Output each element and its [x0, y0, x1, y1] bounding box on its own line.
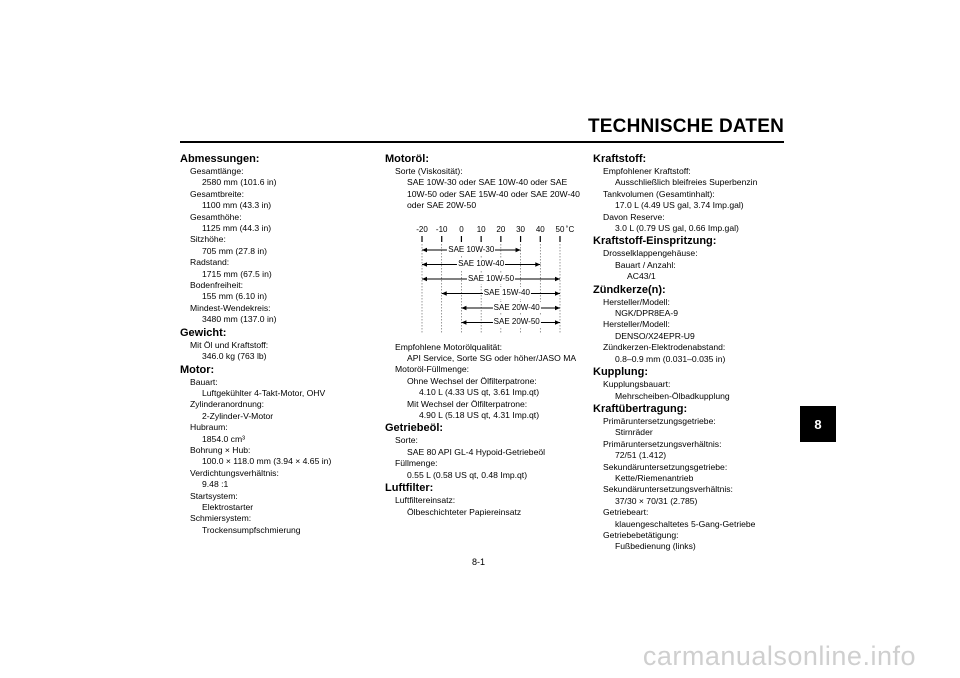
spec-value: 100.0 × 118.0 mm (3.94 × 4.65 in): [202, 456, 332, 467]
spec-value: 1854.0 cm³: [202, 433, 245, 444]
spec-label: Zündkerzen-Elektrodenabstand:: [603, 342, 726, 353]
section-heading-luftfilter: Luftfilter:: [385, 482, 434, 495]
section-heading-getriebeoel: Getriebeöl:: [385, 422, 444, 435]
spec-label: Gesamtbreite:: [190, 188, 244, 199]
spec-label: Schmiersystem:: [190, 513, 252, 524]
spec-label: Bauart / Anzahl:: [615, 259, 676, 270]
section-heading-motoroel: Motoröl:: [385, 153, 429, 165]
spec-label: Startsystem:: [190, 490, 238, 501]
band-label: SAE 10W-50: [467, 273, 515, 283]
spec-label: Mit Wechsel der Ölfilterpatrone:: [407, 398, 528, 409]
section-heading-gewicht: Gewicht:: [180, 326, 227, 339]
spec-label: Getriebeart:: [603, 507, 649, 518]
section-heading-kraftuebertragung: Kraftübertragung:: [593, 402, 688, 415]
band-label: SAE 20W-50: [493, 317, 540, 327]
spec-label: Empfohlene Motorölqualität:: [395, 341, 503, 352]
spec-value: AC43/1: [627, 271, 656, 282]
spec-value: klauengeschaltetes 5-Gang-Getriebe: [615, 518, 756, 529]
band-arrowhead: [422, 262, 427, 266]
spec-label: Hersteller/Modell:: [603, 319, 670, 330]
spec-label: Tankvolumen (Gesamtinhalt):: [603, 188, 715, 199]
spec-value: 17.0 L (4.49 US gal, 3.74 Imp.gal): [615, 200, 744, 211]
section-heading-kraftstoff: Kraftstoff:: [593, 153, 647, 165]
spec-value: 37/30 × 70/31 (2.785): [615, 495, 698, 506]
spec-value: Trockensumpfschmierung: [202, 524, 301, 535]
watermark: carmanualsonline.info: [642, 641, 916, 671]
spec-value: 3.0 L (0.79 US gal, 0.66 Imp.gal): [615, 223, 739, 234]
spec-label: Hubraum:: [190, 422, 228, 433]
zuendkerze-list: [593, 297, 788, 365]
spec-value: NGK/DPR8EA-9: [615, 308, 679, 319]
section-heading-motor: Motor:: [180, 363, 215, 376]
spec-label: Mindest-Wendekreis:: [190, 302, 271, 313]
x-tick-label: 0: [459, 224, 464, 234]
spec-value: SAE 10W-30 oder SAE 10W-40 oder SAE 10W-50 oder SAE 15W-40 oder SAE 20W-40 oder SAE 20W-50: [407, 177, 580, 211]
spec-label: Kupplungsbauart:: [603, 379, 671, 390]
spec-label: Verdichtungsverhältnis:: [190, 467, 279, 478]
spec-value: API Service, Sorte SG oder höher/JASO MA: [407, 353, 577, 364]
kraftuebertragung-list: [593, 416, 788, 553]
spec-label: Mit Öl und Kraftstoff:: [190, 339, 269, 350]
spec-value: 1100 mm (43.3 in): [202, 200, 272, 211]
spec-value: Ausschließlich bleifreies Superbenzin: [615, 177, 758, 188]
spec-value: 0.55 L (0.58 US qt, 0.48 Imp.qt): [407, 469, 528, 480]
band-label: SAE 20W-40: [493, 302, 540, 312]
luftfilter-list: [385, 495, 585, 518]
title-rule: [180, 141, 784, 143]
band-label: SAE 15W-40: [483, 288, 530, 298]
band-arrowhead: [516, 247, 521, 251]
spec-label: Sekundäruntersetzungsverhältnis:: [603, 484, 733, 495]
spec-value: DENSO/X24EPR-U9: [615, 330, 695, 341]
spec-value: Kette/Riemenantrieb: [615, 472, 694, 483]
oil-viscosity-chart: [410, 224, 590, 336]
spec-label: Sorte:: [395, 435, 418, 446]
spec-label: Gesamthöhe:: [190, 211, 242, 222]
spec-value: 4.10 L (4.33 US qt, 3.61 Imp.qt): [419, 387, 540, 398]
spec-value: 1125 mm (44.3 in): [202, 223, 272, 234]
spec-value: Fußbedienung (links): [615, 541, 696, 552]
x-tick-label: 10: [476, 224, 486, 234]
spec-label: Zylinderanordnung:: [190, 399, 265, 410]
column-1: [180, 152, 365, 536]
spec-value: 72/51 (1.412): [615, 450, 667, 461]
spec-value: Mehrscheiben-Ölbadkupplung: [615, 390, 730, 401]
spec-value: 0.8–0.9 mm (0.031–0.035 in): [615, 353, 726, 364]
spec-label: Bohrung × Hub:: [190, 444, 251, 455]
band-label: SAE 10W-40: [458, 259, 505, 269]
abmessungen-list: [180, 166, 365, 326]
section-heading-zuendkerze: Zündkerze(n):: [593, 283, 666, 296]
spec-value: 1715 mm (67.5 in): [202, 268, 272, 279]
spec-label: Drosselklappengehäuse:: [603, 248, 698, 259]
spec-label: Motoröl-Füllmenge:: [395, 364, 470, 375]
band-arrowhead: [555, 305, 560, 309]
band-arrowhead: [461, 305, 466, 309]
x-tick-label: 50: [555, 224, 565, 234]
spec-label: Sitzhöhe:: [190, 234, 226, 245]
x-tick-label: -20: [416, 224, 428, 234]
kraftstoff-list: [593, 166, 788, 234]
spec-label: Bauart:: [190, 376, 218, 387]
band-arrowhead: [555, 291, 560, 295]
spec-label: Getriebebetätigung:: [603, 529, 679, 540]
gewicht-list: [180, 340, 365, 363]
band-arrowhead: [555, 276, 560, 280]
band-arrowhead: [442, 291, 447, 295]
spec-label: Luftfiltereinsatz:: [395, 495, 456, 506]
spec-label: Ohne Wechsel der Ölfilterpatrone:: [407, 375, 537, 386]
band-arrowhead: [422, 276, 427, 280]
spec-label: Empfohlener Kraftstoff:: [603, 166, 691, 176]
spec-label: Primäruntersetzungsverhältnis:: [603, 438, 722, 449]
spec-value: Ölbeschichteter Papiereinsatz: [407, 506, 522, 517]
spec-label: Radstand:: [190, 257, 230, 268]
chapter-tab: 8: [800, 406, 836, 442]
page-title: TECHNISCHE DATEN: [587, 116, 784, 137]
spec-value: Stirnräder: [615, 427, 653, 438]
spec-label: Bodenfreiheit:: [190, 280, 244, 291]
spec-value: 2580 mm (101.6 in): [202, 177, 277, 188]
column-2: [385, 152, 585, 518]
band-arrowhead: [461, 320, 466, 324]
spec-value: 4.90 L (5.18 US qt, 4.31 Imp.qt): [419, 410, 540, 421]
x-tick-label: 40: [535, 224, 545, 234]
column-3: [593, 152, 788, 553]
spec-label: Sorte (Viskosität):: [395, 166, 463, 176]
band-arrowhead: [422, 247, 427, 251]
spec-value: Elektrostarter: [202, 501, 254, 512]
spec-value: Luftgekühlter 4-Takt-Motor, OHV: [202, 387, 326, 398]
spec-label: Hersteller/Modell:: [603, 296, 670, 307]
x-tick-label: 20: [496, 224, 506, 234]
spec-value: 2-Zylinder-V-Motor: [202, 410, 274, 421]
spec-label: Sekundäruntersetzungsgetriebe:: [603, 461, 728, 472]
x-unit-label: ˚C: [565, 224, 575, 234]
spec-value: 346.0 kg (763 lb): [202, 351, 267, 362]
section-heading-einspritzung: Kraftstoff-Einspritzung:: [593, 235, 717, 248]
spec-label: Davon Reserve:: [603, 211, 665, 222]
spec-value: 3480 mm (137.0 in): [202, 314, 277, 325]
band-arrowhead: [535, 262, 540, 266]
kupplung-list: [593, 379, 788, 402]
page-number: 8-1: [472, 557, 486, 567]
spec-value: SAE 80 API GL-4 Hypoid-Getriebeöl: [407, 446, 546, 457]
x-tick-label: 30: [516, 224, 526, 234]
spec-value: 705 mm (27.8 in): [202, 245, 267, 256]
spec-value: 9.48 :1: [202, 479, 229, 490]
section-heading-kupplung: Kupplung:: [593, 366, 648, 379]
section-heading-abmessungen: Abmessungen:: [180, 153, 260, 165]
x-tick-label: -10: [435, 224, 448, 234]
spec-label: Primäruntersetzungsgetriebe:: [603, 415, 716, 426]
band-label: SAE 10W-30: [448, 244, 495, 254]
spec-label: Gesamtlänge:: [190, 166, 244, 176]
motor-list: [180, 377, 365, 537]
spec-value: 155 mm (6.10 in): [202, 291, 267, 302]
band-arrowhead: [555, 320, 560, 324]
spec-label: Füllmenge:: [395, 458, 438, 469]
getriebeoel-list: [385, 435, 585, 481]
